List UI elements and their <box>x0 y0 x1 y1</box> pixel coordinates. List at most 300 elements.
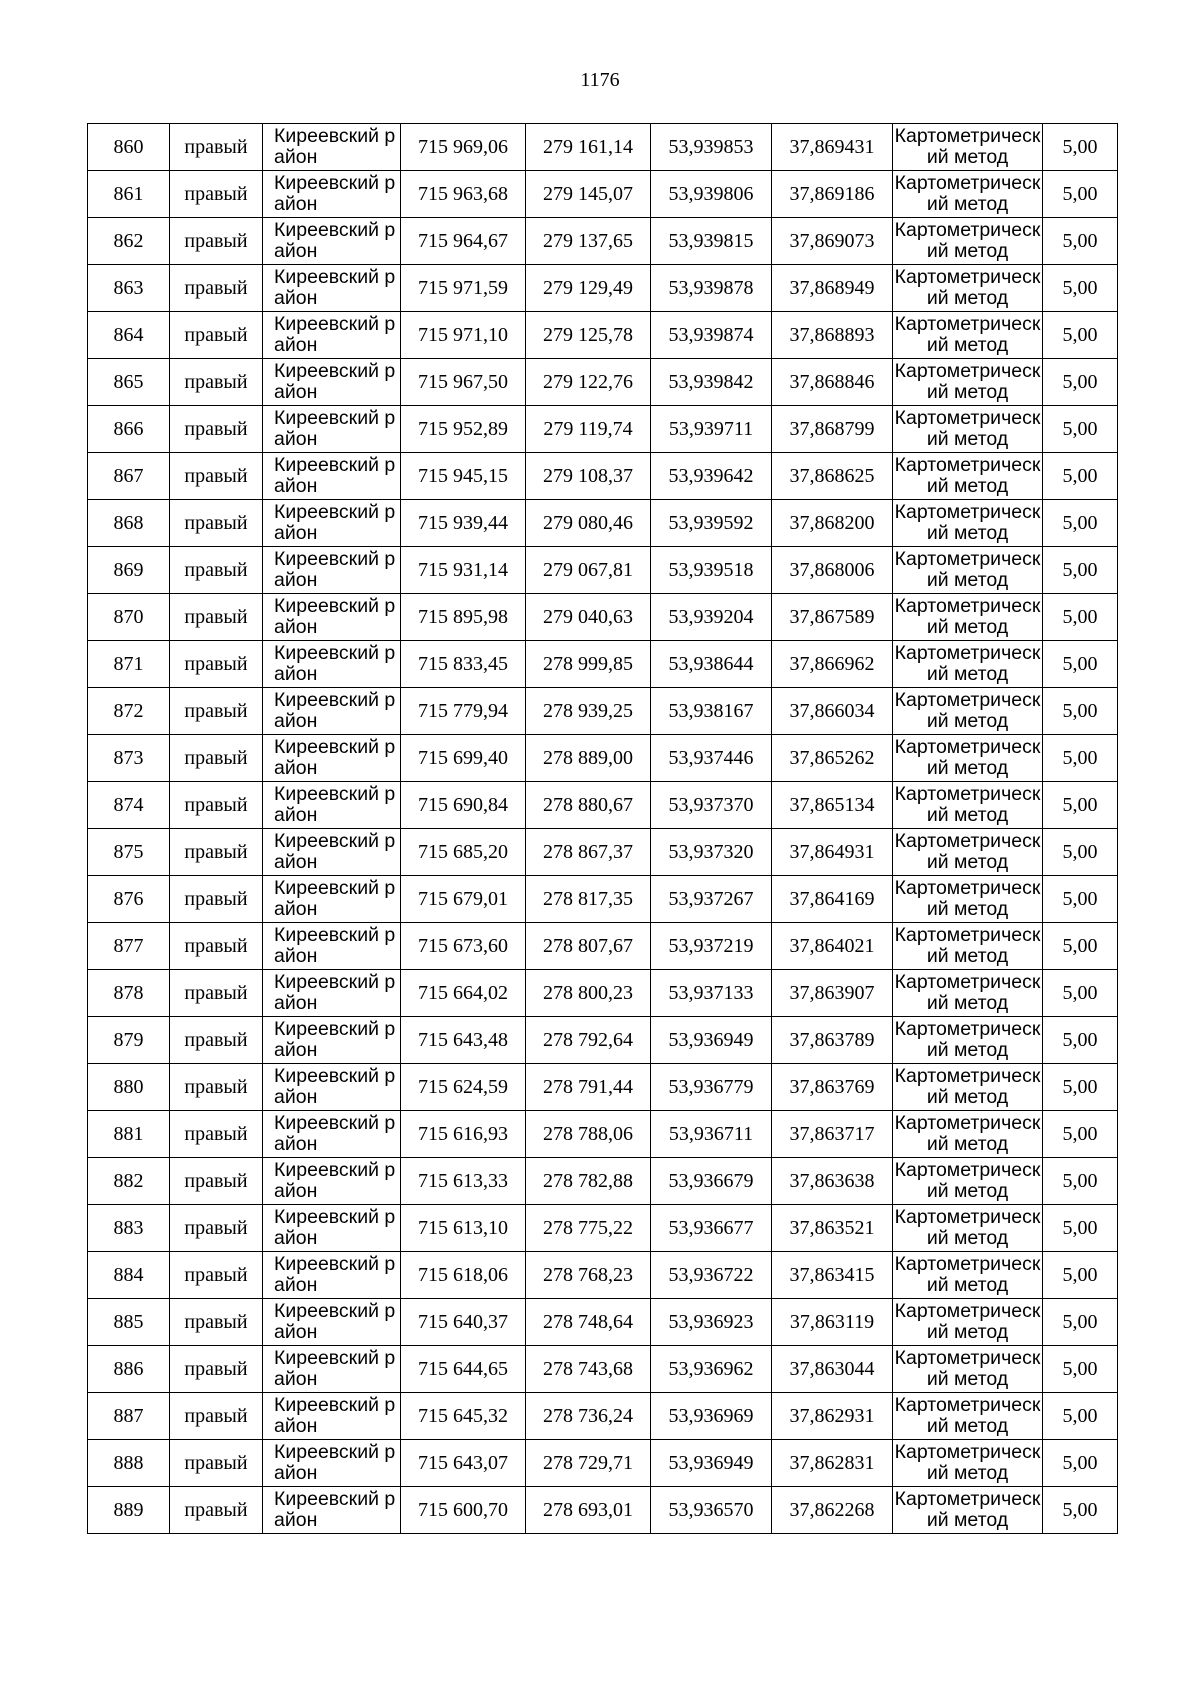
coord-x-cell: 715 679,01 <box>401 876 526 923</box>
accuracy-cell: 5,00 <box>1043 124 1118 171</box>
district-cell: Киреевский район <box>263 265 401 312</box>
table-row <box>88 923 1118 970</box>
table-row <box>88 1487 1118 1534</box>
point-number-cell: 889 <box>88 1487 170 1534</box>
bank-side-cell: правый <box>170 265 263 312</box>
accuracy-cell: 5,00 <box>1043 782 1118 829</box>
longitude-cell: 37,869431 <box>772 124 893 171</box>
longitude-cell: 37,862931 <box>772 1393 893 1440</box>
accuracy-cell: 5,00 <box>1043 1487 1118 1534</box>
point-number-cell: 877 <box>88 923 170 970</box>
bank-side-cell: правый <box>170 1393 263 1440</box>
coord-x-cell: 715 964,67 <box>401 218 526 265</box>
table-row <box>88 876 1118 923</box>
longitude-cell: 37,862831 <box>772 1440 893 1487</box>
latitude-cell: 53,937267 <box>651 876 772 923</box>
district-cell: Киреевский район <box>263 312 401 359</box>
method-cell: Картометрический метод <box>893 359 1043 406</box>
longitude-cell: 37,862268 <box>772 1487 893 1534</box>
point-number-cell: 868 <box>88 500 170 547</box>
coord-y-cell: 278 748,64 <box>526 1299 651 1346</box>
table-row <box>88 735 1118 782</box>
latitude-cell: 53,939853 <box>651 124 772 171</box>
coord-y-cell: 279 125,78 <box>526 312 651 359</box>
table-row <box>88 641 1118 688</box>
longitude-cell: 37,868799 <box>772 406 893 453</box>
coord-x-cell: 715 613,33 <box>401 1158 526 1205</box>
point-number-cell: 882 <box>88 1158 170 1205</box>
bank-side-cell: правый <box>170 1487 263 1534</box>
district-cell: Киреевский район <box>263 1440 401 1487</box>
longitude-cell: 37,864169 <box>772 876 893 923</box>
coord-y-cell: 278 693,01 <box>526 1487 651 1534</box>
bank-side-cell: правый <box>170 171 263 218</box>
latitude-cell: 53,936722 <box>651 1252 772 1299</box>
district-cell: Киреевский район <box>263 782 401 829</box>
coord-x-cell: 715 644,65 <box>401 1346 526 1393</box>
longitude-cell: 37,863521 <box>772 1205 893 1252</box>
latitude-cell: 53,939711 <box>651 406 772 453</box>
latitude-cell: 53,936570 <box>651 1487 772 1534</box>
point-number-cell: 862 <box>88 218 170 265</box>
table-row <box>88 1111 1118 1158</box>
coord-y-cell: 278 889,00 <box>526 735 651 782</box>
method-cell: Картометрический метод <box>893 688 1043 735</box>
longitude-cell: 37,863907 <box>772 970 893 1017</box>
district-cell: Киреевский район <box>263 171 401 218</box>
coord-x-cell: 715 952,89 <box>401 406 526 453</box>
longitude-cell: 37,868006 <box>772 547 893 594</box>
latitude-cell: 53,937219 <box>651 923 772 970</box>
district-cell: Киреевский район <box>263 594 401 641</box>
accuracy-cell: 5,00 <box>1043 265 1118 312</box>
table-row <box>88 171 1118 218</box>
bank-side-cell: правый <box>170 312 263 359</box>
coord-x-cell: 715 664,02 <box>401 970 526 1017</box>
longitude-cell: 37,866962 <box>772 641 893 688</box>
longitude-cell: 37,868846 <box>772 359 893 406</box>
bank-side-cell: правый <box>170 1205 263 1252</box>
latitude-cell: 53,936923 <box>651 1299 772 1346</box>
coord-x-cell: 715 967,50 <box>401 359 526 406</box>
latitude-cell: 53,938644 <box>651 641 772 688</box>
table-row <box>88 1393 1118 1440</box>
bank-side-cell: правый <box>170 829 263 876</box>
method-cell: Картометрический метод <box>893 641 1043 688</box>
district-cell: Киреевский район <box>263 1299 401 1346</box>
coord-y-cell: 278 792,64 <box>526 1017 651 1064</box>
point-number-cell: 878 <box>88 970 170 1017</box>
accuracy-cell: 5,00 <box>1043 312 1118 359</box>
bank-side-cell: правый <box>170 1440 263 1487</box>
method-cell: Картометрический метод <box>893 1440 1043 1487</box>
point-number-cell: 865 <box>88 359 170 406</box>
coord-x-cell: 715 640,37 <box>401 1299 526 1346</box>
accuracy-cell: 5,00 <box>1043 1017 1118 1064</box>
district-cell: Киреевский район <box>263 923 401 970</box>
coord-x-cell: 715 963,68 <box>401 171 526 218</box>
method-cell: Картометрический метод <box>893 1346 1043 1393</box>
accuracy-cell: 5,00 <box>1043 406 1118 453</box>
coord-y-cell: 278 999,85 <box>526 641 651 688</box>
point-number-cell: 872 <box>88 688 170 735</box>
coord-x-cell: 715 618,06 <box>401 1252 526 1299</box>
point-number-cell: 870 <box>88 594 170 641</box>
latitude-cell: 53,939878 <box>651 265 772 312</box>
table-row <box>88 1205 1118 1252</box>
latitude-cell: 53,936969 <box>651 1393 772 1440</box>
coord-y-cell: 278 729,71 <box>526 1440 651 1487</box>
method-cell: Картометрический метод <box>893 594 1043 641</box>
coord-x-cell: 715 643,48 <box>401 1017 526 1064</box>
coord-x-cell: 715 685,20 <box>401 829 526 876</box>
latitude-cell: 53,938167 <box>651 688 772 735</box>
table-row <box>88 594 1118 641</box>
accuracy-cell: 5,00 <box>1043 970 1118 1017</box>
district-cell: Киреевский район <box>263 1158 401 1205</box>
coord-x-cell: 715 779,94 <box>401 688 526 735</box>
accuracy-cell: 5,00 <box>1043 1064 1118 1111</box>
longitude-cell: 37,863044 <box>772 1346 893 1393</box>
table-row <box>88 782 1118 829</box>
table-row <box>88 453 1118 500</box>
longitude-cell: 37,868625 <box>772 453 893 500</box>
method-cell: Картометрический метод <box>893 312 1043 359</box>
district-cell: Киреевский район <box>263 359 401 406</box>
point-number-cell: 867 <box>88 453 170 500</box>
longitude-cell: 37,865262 <box>772 735 893 782</box>
point-number-cell: 887 <box>88 1393 170 1440</box>
latitude-cell: 53,936677 <box>651 1205 772 1252</box>
district-cell: Киреевский район <box>263 1017 401 1064</box>
district-cell: Киреевский район <box>263 547 401 594</box>
accuracy-cell: 5,00 <box>1043 1205 1118 1252</box>
bank-side-cell: правый <box>170 876 263 923</box>
bank-side-cell: правый <box>170 547 263 594</box>
method-cell: Картометрический метод <box>893 1017 1043 1064</box>
district-cell: Киреевский район <box>263 829 401 876</box>
point-number-cell: 880 <box>88 1064 170 1111</box>
table-row <box>88 312 1118 359</box>
coord-y-cell: 278 880,67 <box>526 782 651 829</box>
point-number-cell: 886 <box>88 1346 170 1393</box>
coord-x-cell: 715 643,07 <box>401 1440 526 1487</box>
latitude-cell: 53,939874 <box>651 312 772 359</box>
accuracy-cell: 5,00 <box>1043 594 1118 641</box>
coord-x-cell: 715 690,84 <box>401 782 526 829</box>
point-number-cell: 866 <box>88 406 170 453</box>
method-cell: Картометрический метод <box>893 1064 1043 1111</box>
district-cell: Киреевский район <box>263 1393 401 1440</box>
district-cell: Киреевский район <box>263 218 401 265</box>
longitude-cell: 37,863769 <box>772 1064 893 1111</box>
table-row <box>88 1252 1118 1299</box>
latitude-cell: 53,939518 <box>651 547 772 594</box>
coordinates-table <box>87 123 1118 1534</box>
bank-side-cell: правый <box>170 782 263 829</box>
accuracy-cell: 5,00 <box>1043 547 1118 594</box>
table-row <box>88 547 1118 594</box>
method-cell: Картометрический метод <box>893 265 1043 312</box>
longitude-cell: 37,863119 <box>772 1299 893 1346</box>
latitude-cell: 53,939592 <box>651 500 772 547</box>
latitude-cell: 53,936711 <box>651 1111 772 1158</box>
coord-x-cell: 715 613,10 <box>401 1205 526 1252</box>
coord-x-cell: 715 616,93 <box>401 1111 526 1158</box>
longitude-cell: 37,867589 <box>772 594 893 641</box>
district-cell: Киреевский район <box>263 406 401 453</box>
coord-y-cell: 279 122,76 <box>526 359 651 406</box>
district-cell: Киреевский район <box>263 500 401 547</box>
method-cell: Картометрический метод <box>893 1252 1043 1299</box>
table-row <box>88 1017 1118 1064</box>
method-cell: Картометрический метод <box>893 1299 1043 1346</box>
coord-y-cell: 279 040,63 <box>526 594 651 641</box>
accuracy-cell: 5,00 <box>1043 453 1118 500</box>
table-row <box>88 829 1118 876</box>
method-cell: Картометрический метод <box>893 876 1043 923</box>
bank-side-cell: правый <box>170 453 263 500</box>
accuracy-cell: 5,00 <box>1043 1440 1118 1487</box>
accuracy-cell: 5,00 <box>1043 359 1118 406</box>
accuracy-cell: 5,00 <box>1043 1346 1118 1393</box>
coord-y-cell: 279 137,65 <box>526 218 651 265</box>
page-number: 1176 <box>580 69 620 91</box>
longitude-cell: 37,869073 <box>772 218 893 265</box>
bank-side-cell: правый <box>170 500 263 547</box>
coord-y-cell: 278 807,67 <box>526 923 651 970</box>
bank-side-cell: правый <box>170 1111 263 1158</box>
method-cell: Картометрический метод <box>893 1205 1043 1252</box>
table-row <box>88 688 1118 735</box>
table-body <box>88 124 1118 1534</box>
table-row <box>88 1064 1118 1111</box>
accuracy-cell: 5,00 <box>1043 688 1118 735</box>
method-cell: Картометрический метод <box>893 124 1043 171</box>
district-cell: Киреевский район <box>263 1487 401 1534</box>
coord-x-cell: 715 624,59 <box>401 1064 526 1111</box>
point-number-cell: 864 <box>88 312 170 359</box>
longitude-cell: 37,864931 <box>772 829 893 876</box>
accuracy-cell: 5,00 <box>1043 171 1118 218</box>
accuracy-cell: 5,00 <box>1043 1111 1118 1158</box>
longitude-cell: 37,866034 <box>772 688 893 735</box>
accuracy-cell: 5,00 <box>1043 1299 1118 1346</box>
longitude-cell: 37,868949 <box>772 265 893 312</box>
bank-side-cell: правый <box>170 594 263 641</box>
coord-x-cell: 715 969,06 <box>401 124 526 171</box>
bank-side-cell: правый <box>170 1017 263 1064</box>
coord-y-cell: 278 939,25 <box>526 688 651 735</box>
latitude-cell: 53,939842 <box>651 359 772 406</box>
coord-y-cell: 278 743,68 <box>526 1346 651 1393</box>
method-cell: Картометрический метод <box>893 218 1043 265</box>
bank-side-cell: правый <box>170 218 263 265</box>
coord-x-cell: 715 931,14 <box>401 547 526 594</box>
longitude-cell: 37,863638 <box>772 1158 893 1205</box>
latitude-cell: 53,936679 <box>651 1158 772 1205</box>
bank-side-cell: правый <box>170 1252 263 1299</box>
point-number-cell: 884 <box>88 1252 170 1299</box>
bank-side-cell: правый <box>170 1346 263 1393</box>
point-number-cell: 861 <box>88 171 170 218</box>
accuracy-cell: 5,00 <box>1043 735 1118 782</box>
longitude-cell: 37,868893 <box>772 312 893 359</box>
coord-x-cell: 715 673,60 <box>401 923 526 970</box>
district-cell: Киреевский район <box>263 970 401 1017</box>
coord-y-cell: 279 145,07 <box>526 171 651 218</box>
table-row <box>88 265 1118 312</box>
latitude-cell: 53,939204 <box>651 594 772 641</box>
table-row <box>88 1440 1118 1487</box>
latitude-cell: 53,939806 <box>651 171 772 218</box>
district-cell: Киреевский район <box>263 1252 401 1299</box>
point-number-cell: 863 <box>88 265 170 312</box>
method-cell: Картометрический метод <box>893 1487 1043 1534</box>
coord-y-cell: 278 782,88 <box>526 1158 651 1205</box>
point-number-cell: 873 <box>88 735 170 782</box>
coord-y-cell: 279 161,14 <box>526 124 651 171</box>
table-row <box>88 1346 1118 1393</box>
district-cell: Киреевский район <box>263 453 401 500</box>
table-row <box>88 500 1118 547</box>
method-cell: Картометрический метод <box>893 970 1043 1017</box>
table-row <box>88 359 1118 406</box>
latitude-cell: 53,939815 <box>651 218 772 265</box>
longitude-cell: 37,863717 <box>772 1111 893 1158</box>
method-cell: Картометрический метод <box>893 782 1043 829</box>
latitude-cell: 53,939642 <box>651 453 772 500</box>
method-cell: Картометрический метод <box>893 923 1043 970</box>
point-number-cell: 875 <box>88 829 170 876</box>
coord-y-cell: 278 867,37 <box>526 829 651 876</box>
coord-y-cell: 278 817,35 <box>526 876 651 923</box>
point-number-cell: 869 <box>88 547 170 594</box>
bank-side-cell: правый <box>170 1299 263 1346</box>
longitude-cell: 37,868200 <box>772 500 893 547</box>
coord-y-cell: 278 791,44 <box>526 1064 651 1111</box>
latitude-cell: 53,937370 <box>651 782 772 829</box>
table-row <box>88 970 1118 1017</box>
point-number-cell: 883 <box>88 1205 170 1252</box>
district-cell: Киреевский район <box>263 1346 401 1393</box>
table-row <box>88 218 1118 265</box>
coord-y-cell: 278 800,23 <box>526 970 651 1017</box>
longitude-cell: 37,863789 <box>772 1017 893 1064</box>
latitude-cell: 53,936962 <box>651 1346 772 1393</box>
method-cell: Картометрический метод <box>893 829 1043 876</box>
coord-y-cell: 278 775,22 <box>526 1205 651 1252</box>
point-number-cell: 885 <box>88 1299 170 1346</box>
coord-x-cell: 715 939,44 <box>401 500 526 547</box>
latitude-cell: 53,936949 <box>651 1017 772 1064</box>
district-cell: Киреевский район <box>263 735 401 782</box>
latitude-cell: 53,937133 <box>651 970 772 1017</box>
latitude-cell: 53,936779 <box>651 1064 772 1111</box>
table-row <box>88 1158 1118 1205</box>
bank-side-cell: правый <box>170 406 263 453</box>
bank-side-cell: правый <box>170 1158 263 1205</box>
accuracy-cell: 5,00 <box>1043 876 1118 923</box>
method-cell: Картометрический метод <box>893 735 1043 782</box>
method-cell: Картометрический метод <box>893 1111 1043 1158</box>
table-row <box>88 124 1118 171</box>
bank-side-cell: правый <box>170 641 263 688</box>
point-number-cell: 860 <box>88 124 170 171</box>
table-row <box>88 406 1118 453</box>
method-cell: Картометрический метод <box>893 453 1043 500</box>
bank-side-cell: правый <box>170 1064 263 1111</box>
district-cell: Киреевский район <box>263 641 401 688</box>
latitude-cell: 53,937446 <box>651 735 772 782</box>
accuracy-cell: 5,00 <box>1043 218 1118 265</box>
point-number-cell: 879 <box>88 1017 170 1064</box>
longitude-cell: 37,863415 <box>772 1252 893 1299</box>
bank-side-cell: правый <box>170 688 263 735</box>
coord-y-cell: 278 788,06 <box>526 1111 651 1158</box>
method-cell: Картометрический метод <box>893 1393 1043 1440</box>
coord-x-cell: 715 645,32 <box>401 1393 526 1440</box>
longitude-cell: 37,865134 <box>772 782 893 829</box>
coord-y-cell: 278 736,24 <box>526 1393 651 1440</box>
point-number-cell: 871 <box>88 641 170 688</box>
method-cell: Картометрический метод <box>893 500 1043 547</box>
accuracy-cell: 5,00 <box>1043 1158 1118 1205</box>
district-cell: Киреевский район <box>263 124 401 171</box>
bank-side-cell: правый <box>170 923 263 970</box>
bank-side-cell: правый <box>170 124 263 171</box>
district-cell: Киреевский район <box>263 688 401 735</box>
coord-y-cell: 279 080,46 <box>526 500 651 547</box>
coord-y-cell: 279 119,74 <box>526 406 651 453</box>
coord-y-cell: 278 768,23 <box>526 1252 651 1299</box>
method-cell: Картометрический метод <box>893 406 1043 453</box>
coord-y-cell: 279 129,49 <box>526 265 651 312</box>
table-row <box>88 1299 1118 1346</box>
latitude-cell: 53,936949 <box>651 1440 772 1487</box>
point-number-cell: 874 <box>88 782 170 829</box>
bank-side-cell: правый <box>170 359 263 406</box>
coord-x-cell: 715 945,15 <box>401 453 526 500</box>
longitude-cell: 37,869186 <box>772 171 893 218</box>
coord-x-cell: 715 971,10 <box>401 312 526 359</box>
coord-y-cell: 279 067,81 <box>526 547 651 594</box>
accuracy-cell: 5,00 <box>1043 923 1118 970</box>
method-cell: Картометрический метод <box>893 171 1043 218</box>
district-cell: Киреевский район <box>263 1205 401 1252</box>
latitude-cell: 53,937320 <box>651 829 772 876</box>
district-cell: Киреевский район <box>263 1111 401 1158</box>
accuracy-cell: 5,00 <box>1043 829 1118 876</box>
bank-side-cell: правый <box>170 735 263 782</box>
method-cell: Картометрический метод <box>893 1158 1043 1205</box>
accuracy-cell: 5,00 <box>1043 1252 1118 1299</box>
coord-x-cell: 715 600,70 <box>401 1487 526 1534</box>
point-number-cell: 881 <box>88 1111 170 1158</box>
accuracy-cell: 5,00 <box>1043 1393 1118 1440</box>
longitude-cell: 37,864021 <box>772 923 893 970</box>
method-cell: Картометрический метод <box>893 547 1043 594</box>
coord-x-cell: 715 971,59 <box>401 265 526 312</box>
coord-x-cell: 715 833,45 <box>401 641 526 688</box>
district-cell: Киреевский район <box>263 876 401 923</box>
point-number-cell: 876 <box>88 876 170 923</box>
district-cell: Киреевский район <box>263 1064 401 1111</box>
bank-side-cell: правый <box>170 970 263 1017</box>
coord-y-cell: 279 108,37 <box>526 453 651 500</box>
accuracy-cell: 5,00 <box>1043 641 1118 688</box>
point-number-cell: 888 <box>88 1440 170 1487</box>
